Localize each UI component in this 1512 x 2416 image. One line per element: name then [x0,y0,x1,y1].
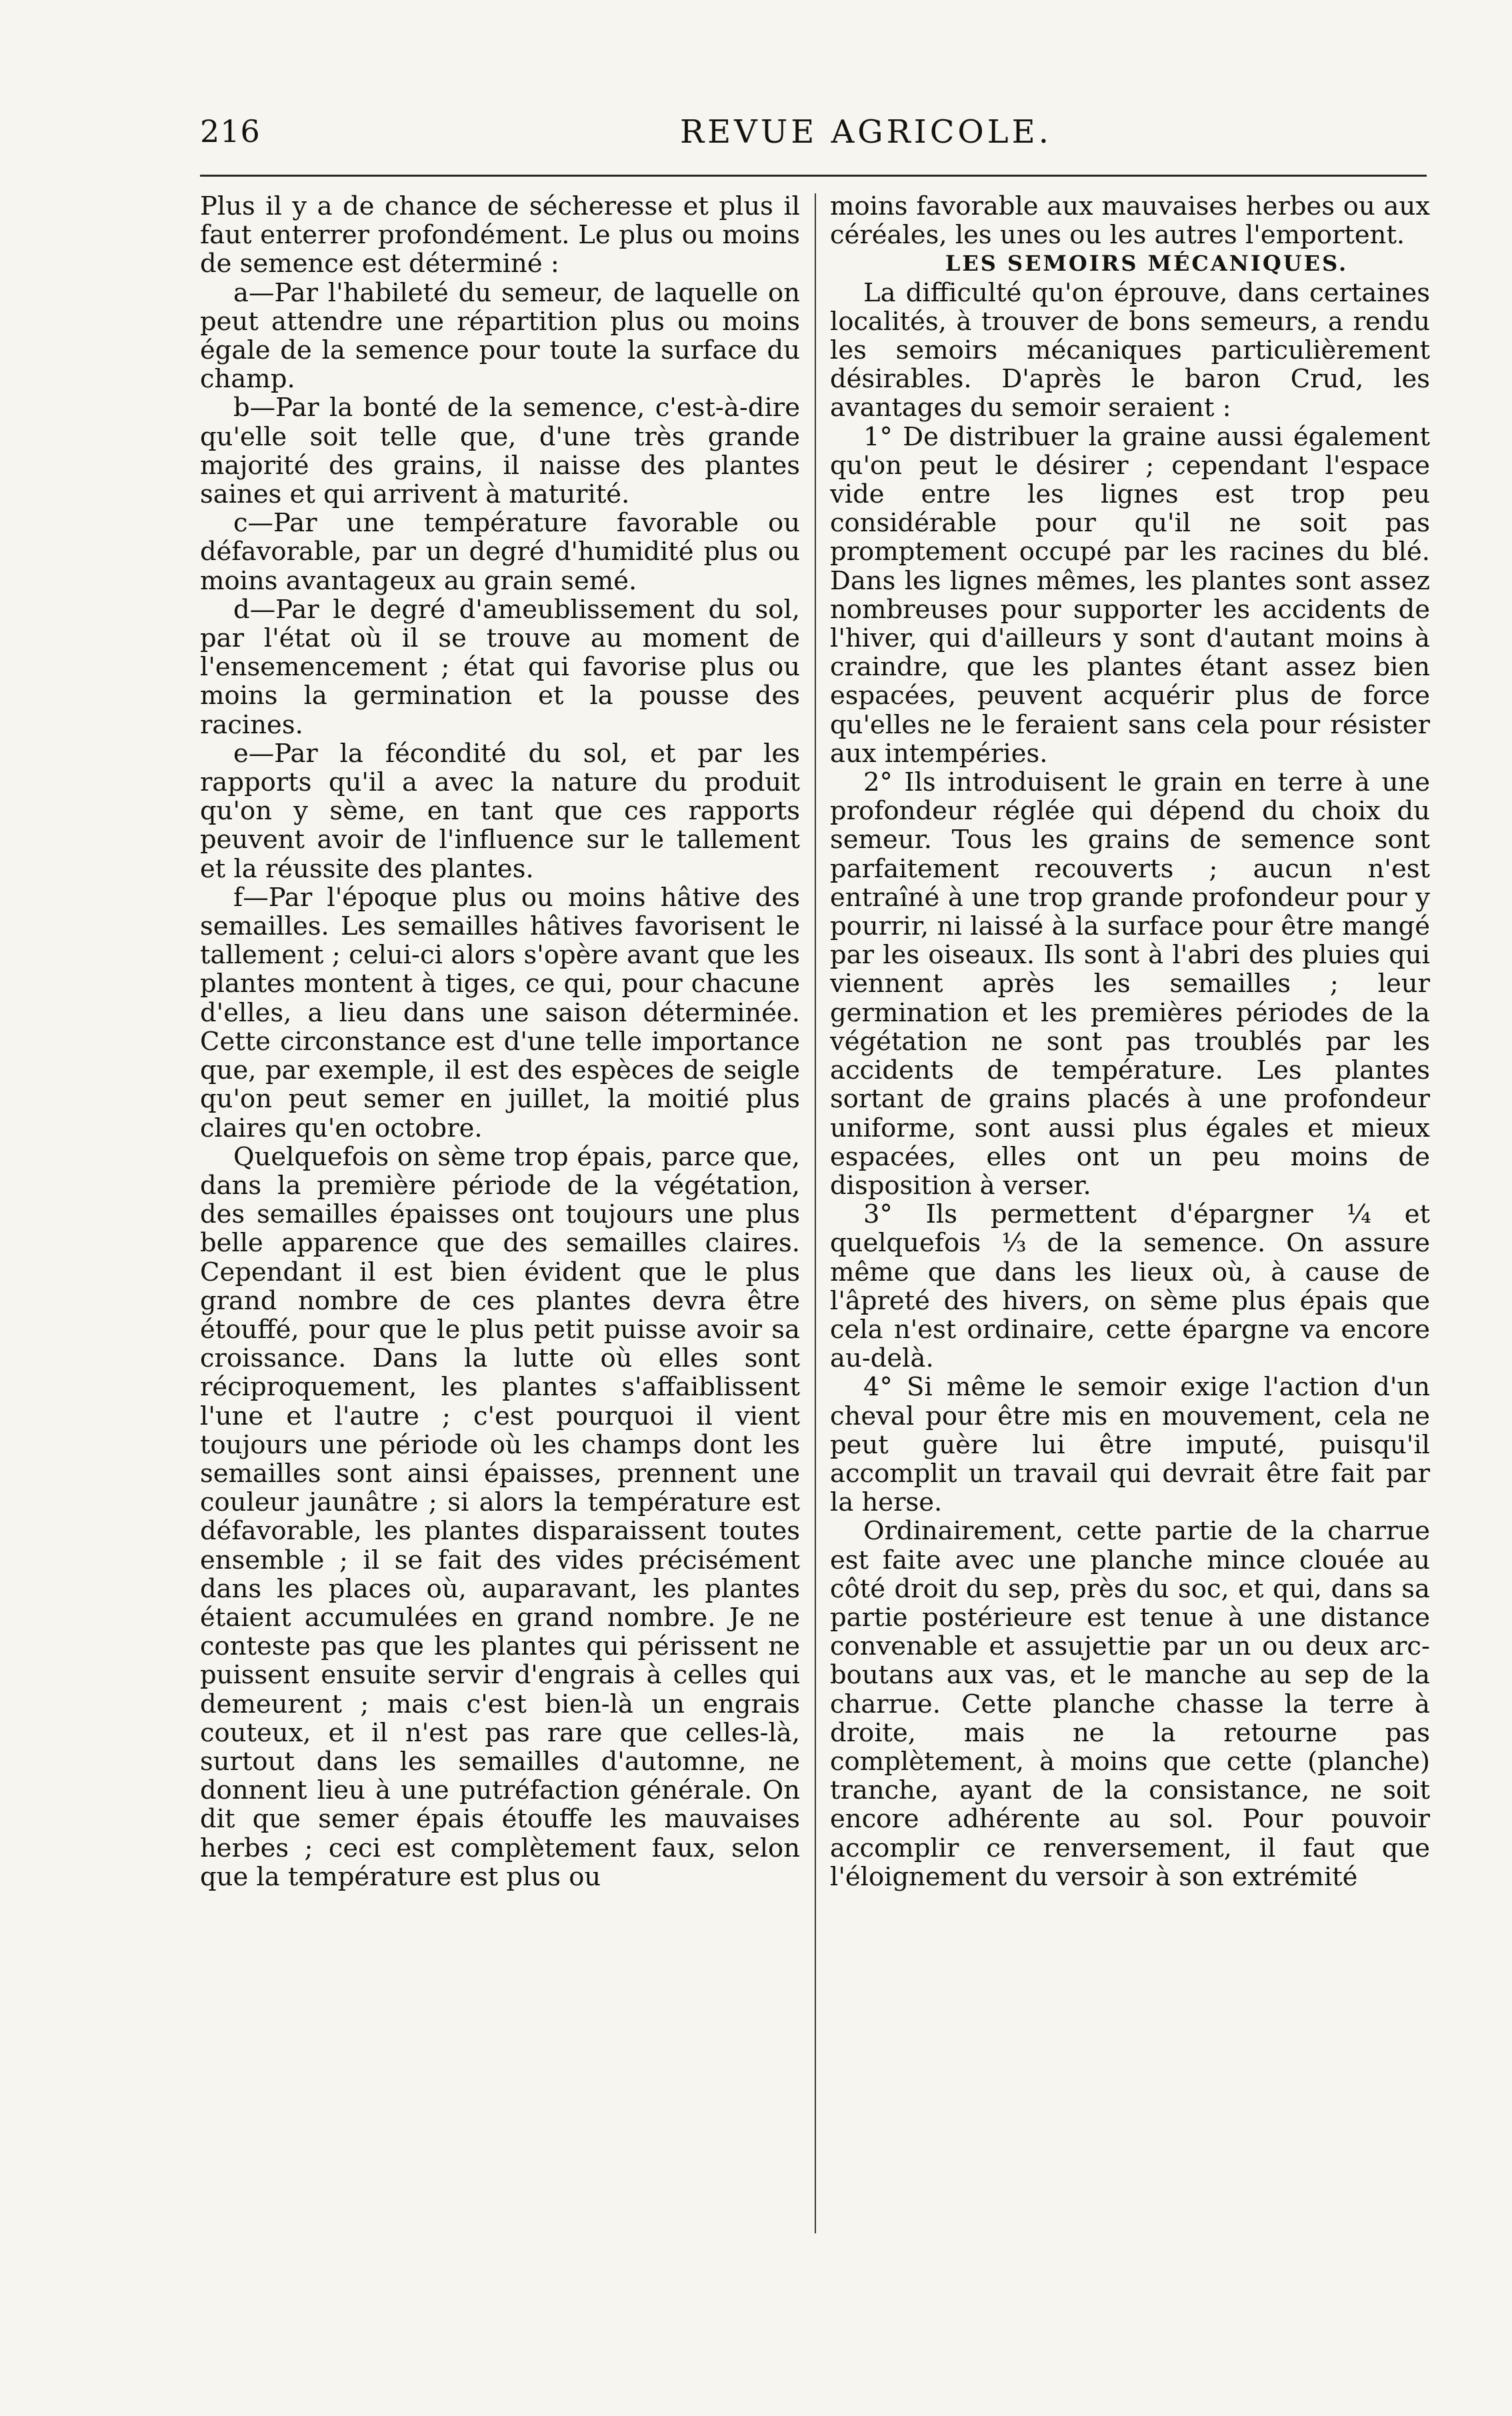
right-column [830,192,1430,2259]
paragraph: 4° Si même le semoir exige l'action d'un cheval pour être mis en mouvement, cela ne peut guère lui être imputé, puisqu'il accomplit un travail qui devrait être fait par la herse. [830,1372,1430,1518]
paragraph: 3° Ils permettent d'épargner ¼ et quelquefois ⅓ de la semence. On assure même que dans les lieux où, à cause de l'âpreté des hivers, on sème plus épais que cela n'est ordinaire, cette épargne va encore au-delà. [830,1199,1430,1374]
header-rule [200,175,1427,177]
paragraph: 1° De distribuer la graine aussi également qu'on peut le désirer ; cependant l'espace vide entre les lignes est trop peu considérable pour qu'il ne soit pas promptement occupé par les racines du blé. Dans les lignes mêmes, les plantes sont assez nombreuses pour supporter les accidents de l'hiver, qui d'ailleurs y sont d'autant moins à craindre, que les plantes étant assez bien espacées, peuvent acquérir plus de force qu'elles ne le feraient sans cela pour résister aux intempéries. [830,421,1430,769]
paragraph: 2° Ils introduisent le grain en terre à une profondeur réglée qui dépend du choix du semeur. Tous les grains de semence sont parfaitement recouverts ; aucun n'est entraîné à une trop grande profondeur pour y pourrir, ni laissé à la surface pour être mangé par les oiseaux. Ils sont à l'abri des pluies qui viennent après les semailles ; leur germination et les premières périodes de la végétation ne sont pas troublés par les accidents de température. Les plantes sortant de grains placés à une profondeur uniforme, sont aussi plus égales et mieux espacées, elles ont un peu moins de disposition à verser. [830,767,1430,1201]
page-number: 216 [200,113,261,149]
paragraph: Quelquefois on sème trop épais, parce que, dans la première période de la végétation, des semailles épaisses ont toujours une plus belle apparence que des semailles claires. Cependant il est bien évident que le plus grand nombre de ces plantes devra être étouffé, pour que le plus petit puisse avoir sa croissance. Dans la lutte où elles sont réciproquement, les plantes s'affaiblissent l'une et l'autre ; c'est pourquoi il vient toujours une période où les champs dont les semailles sont ainsi épaisses, prennent une couleur jaunâtre ; si alors la température est défavorable, les plantes disparaissent toutes ensemble ; il se fait des vides précisément dans les places où, auparavant, les plantes étaient accumulées en grand nombre. Je ne conteste pas que les plantes qui périssent ne puissent ensuite servir d'engrais à celles qui demeurent ; mais c'est bien-là un engrais couteux, et il n'est pas rare que celles-là, surtout dans les semailles d'automne, ne donnent lieu à une putréfaction générale. On dit que semer épais étouffe les mauvaises herbes ; ceci est complètement faux, selon que la température est plus ou [200,1141,800,1892]
paragraph: e—Par la fécondité du sol, et par les rapports qu'il a avec la nature du produit qu'on y sème, en tant que ces rapports peuvent avoir de l'influence sur le tallement et la réussite des plantes. [200,738,800,884]
page-header [200,107,1427,160]
paragraph: b—Par la bonté de la semence, c'est-à-dire qu'elle soit telle que, d'une très grande majorité des grains, il naisse des plantes saines et qui arrivent à maturité. [200,393,800,510]
running-title: REVUE AGRICOLE. [680,113,1052,151]
left-column [200,192,800,2259]
paragraph: Ordinairement, cette partie de la charrue est faite avec une planche mince clouée au côté droit du sep, près du soc, et qui, dans sa partie postérieure est tenue à une distance convenable et assujettie par un ou deux arc-boutans aux vas, et le manche au sep de la charrue. Cette planche chasse la terre à droite, mais ne la retourne pas complètement, à moins que cette (planche) tranche, ayant de la consistance, ne soit encore adhérente au sol. Pour pouvoir accomplir ce renversement, il faut que l'éloignement du versoir à son extrémité [830,1516,1430,1892]
section-heading: LES SEMOIRS MÉCANIQUES. [945,251,1349,277]
paragraph: moins favorable aux mauvaises herbes ou aux céréales, les unes ou les autres l'emportent. [830,192,1430,251]
paragraph: a—Par l'habileté du semeur, de laquelle on peut attendre une répartition plus ou moins égale de la semence pour toute la surface du champ. [200,277,800,395]
column-divider [815,193,816,2233]
paragraph: d—Par le degré d'ameublissement du sol, par l'état où il se trouve au moment de l'ensemencement ; état qui favorise plus ou moins la germination et la pousse des racines. [200,594,800,740]
paragraph: f—Par l'époque plus ou moins hâtive des semailles. Les semailles hâtives favorisent le tallement ; celui-ci alors s'opère avant que les plantes montent à tiges, ce qui, pour chacune d'elles, a lieu dans une saison déterminée. Cette circonstance est d'une telle importance que, par exemple, il est des espèces de seigle qu'on peut semer en juillet, la moitié plus claires qu'en octobre. [200,882,800,1143]
paragraph: c—Par une température favorable ou défavorable, par un degré d'humidité plus ou moins avantageux au grain semé. [200,508,800,596]
paragraph: La difficulté qu'on éprouve, dans certaines localités, à trouver de bons semeurs, a rendu les semoirs mécaniques particulièrement désirables. D'après le baron Crud, les avantages du semoir seraient : [830,277,1430,423]
paragraph: Plus il y a de chance de sécheresse et plus il faut enterrer profondément. Le plus ou moins de semence est déterminé : [200,192,800,279]
